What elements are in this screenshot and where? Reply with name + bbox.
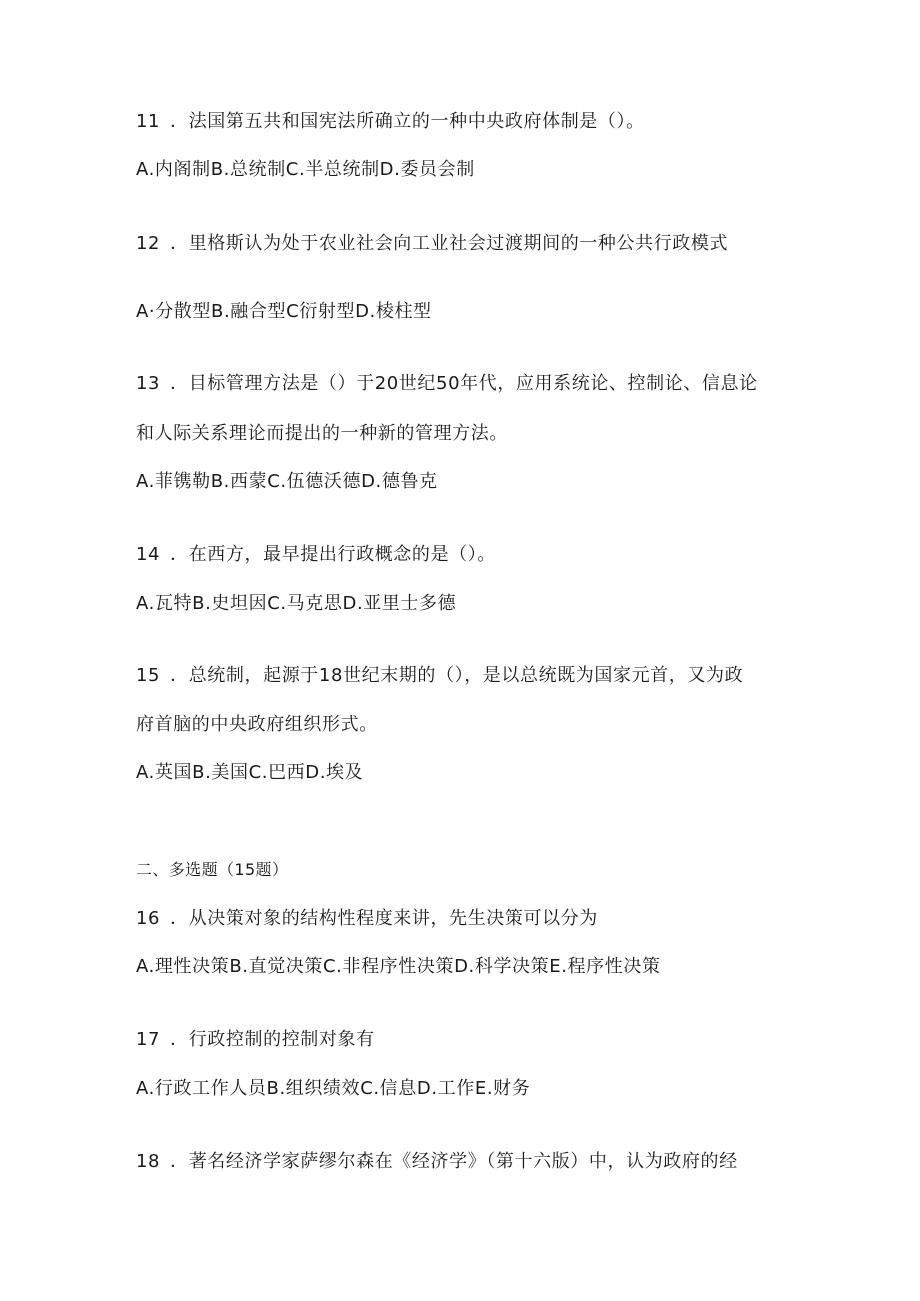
question-15-options: A.英国B.美国C.巴西D.埃及	[136, 762, 364, 783]
question-12-options: A·分散型B.融合型C衍射型D.棱柱型	[136, 301, 432, 322]
question-number: 11	[136, 111, 161, 132]
question-text: ．从决策对象的结构性程度来讲，先生决策可以分为	[170, 908, 598, 929]
section-heading: 二、多选题（15题）	[136, 860, 289, 879]
question-13-text	[136, 372, 758, 396]
question-text: ．目标管理方法是（）于20世纪50年代，应用系统论、控制论、信息论	[170, 373, 758, 394]
question-17-text	[136, 1028, 375, 1052]
question-11-options: A.内阁制B.总统制C.半总统制D.委员会制	[136, 159, 475, 180]
question-14-options: A.瓦特B.史坦因C.马克思D.亚里士多德	[136, 593, 457, 614]
question-17-options: A.行政工作人员B.组织绩效C.信息D.工作E.财务	[136, 1078, 531, 1099]
question-12-text	[136, 232, 728, 256]
question-16-text	[136, 907, 598, 931]
question-11-text	[136, 110, 645, 134]
question-number: 14	[136, 544, 161, 565]
question-16-options: A.理性决策B.直觉决策C.非程序性决策D.科学决策E.程序性决策	[136, 956, 661, 977]
question-number: 15	[136, 665, 161, 686]
question-text: ．著名经济学家萨缪尔森在《经济学》（第十六版）中，认为政府的经	[170, 1151, 738, 1172]
question-text: ．法国第五共和国宪法所确立的一种中央政府体制是（）。	[170, 111, 645, 132]
question-number: 17	[136, 1029, 161, 1050]
question-number: 16	[136, 908, 161, 929]
question-text: ．里格斯认为处于农业社会向工业社会过渡期间的一种公共行政模式	[170, 233, 729, 254]
question-text: ．行政控制的控制对象有	[170, 1029, 375, 1050]
question-15-text-cont: 府首脑的中央政府组织形式。	[136, 714, 378, 735]
question-number: 18	[136, 1151, 161, 1172]
question-15-text	[136, 664, 743, 688]
question-13-options: A.菲镌勒B.西蒙C.伍德沃德D.德鲁克	[136, 471, 438, 492]
question-number: 13	[136, 373, 161, 394]
question-text: ．在西方，最早提出行政概念的是（）。	[170, 544, 496, 565]
question-number: 12	[136, 233, 161, 254]
question-14-text	[136, 543, 496, 567]
question-text: ．总统制，起源于18世纪末期的（），是以总统既为国家元首，又为政	[170, 665, 744, 686]
question-18-text	[136, 1150, 738, 1174]
question-13-text-cont: 和人际关系理论而提出的一种新的管理方法。	[136, 423, 508, 444]
